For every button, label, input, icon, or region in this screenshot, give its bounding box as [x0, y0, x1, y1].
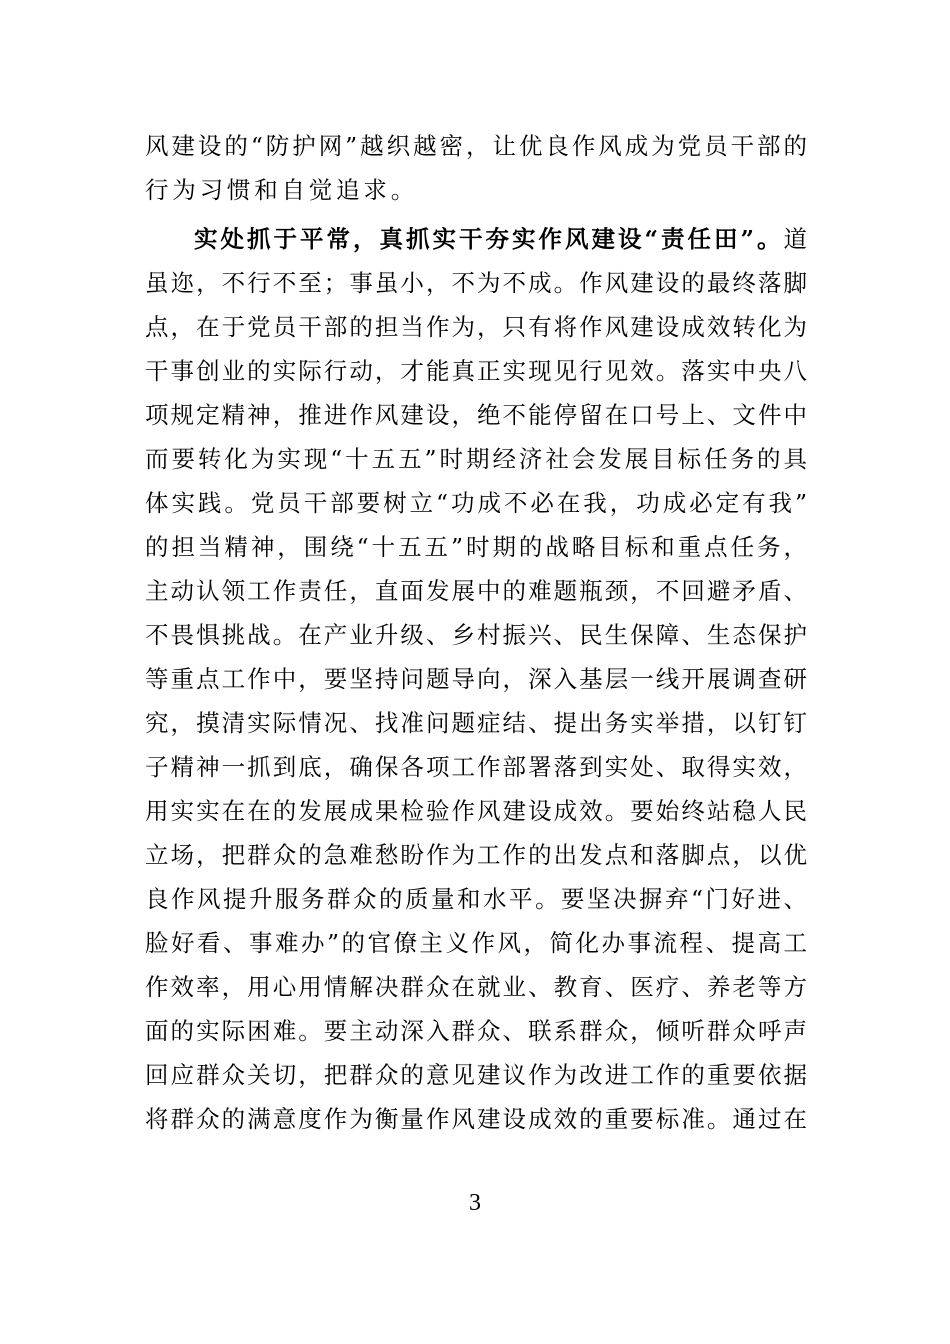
paragraph-heading-rest: 道	[783, 225, 807, 253]
paragraph-line: 等重点工作中，要坚持问题导向，深入基层一线开展调查研	[145, 665, 807, 693]
paragraph-line: 脸好看、事难办”的官僚主义作风，简化办事流程、提高工	[145, 929, 807, 957]
paragraph-line: 虽迩，不行不至；事虽小，不为不成。作风建设的最终落脚	[145, 269, 807, 297]
paragraph-line: 回应群众关切，把群众的意见建议作为改进工作的重要依据	[145, 1061, 807, 1089]
paragraph-heading-line	[194, 224, 807, 254]
paragraph-line: 将群众的满意度作为衡量作风建设成效的重要标准。通过在	[145, 1105, 807, 1133]
paragraph-heading: 实处抓于平常，真抓实干夯实作风建设“责任田”。	[194, 225, 784, 253]
paragraph-line: 主动认领工作责任，直面发展中的难题瓶颈，不回避矛盾、	[145, 577, 807, 605]
page-number: 3	[469, 1190, 481, 1216]
paragraph-line: 的担当精神，围绕“十五五”时期的战略目标和重点任务，	[145, 533, 807, 561]
paragraph-line: 用实实在在的发展成果检验作风建设成效。要始终站稳人民	[145, 797, 807, 825]
paragraph-line: 项规定精神，推进作风建设，绝不能停留在口号上、文件中	[145, 401, 807, 429]
paragraph-line: 点，在于党员干部的担当作为，只有将作风建设成效转化为	[145, 313, 807, 341]
paragraph-line: 面的实际困难。要主动深入群众、联系群众，倾听群众呼声	[145, 1017, 807, 1045]
paragraph-line: 良作风提升服务群众的质量和水平。要坚决摒弃“门好进、	[145, 885, 807, 913]
paragraph-line: 不畏惧挑战。在产业升级、乡村振兴、民生保障、生态保护	[145, 621, 807, 649]
paragraph-line: 立场，把群众的急难愁盼作为工作的出发点和落脚点，以优	[145, 841, 807, 869]
paragraph-line: 行为习惯和自觉追求。	[145, 176, 418, 204]
paragraph-line: 风建设的“防护网”越织越密，让优良作风成为党员干部的	[145, 132, 807, 160]
paragraph-line: 究，摸清实际情况、找准问题症结、提出务实举措，以钉钉	[145, 709, 807, 737]
paragraph-line: 体实践。党员干部要树立“功成不必在我，功成必定有我”	[145, 489, 807, 517]
paragraph-line: 作效率，用心用情解决群众在就业、教育、医疗、养老等方	[145, 973, 807, 1001]
paragraph-line: 子精神一抓到底，确保各项工作部署落到实处、取得实效，	[145, 753, 807, 781]
paragraph-line: 干事创业的实际行动，才能真正实现见行见效。落实中央八	[145, 357, 807, 385]
paragraph-line: 而要转化为实现“十五五”时期经济社会发展目标任务的具	[145, 445, 807, 473]
